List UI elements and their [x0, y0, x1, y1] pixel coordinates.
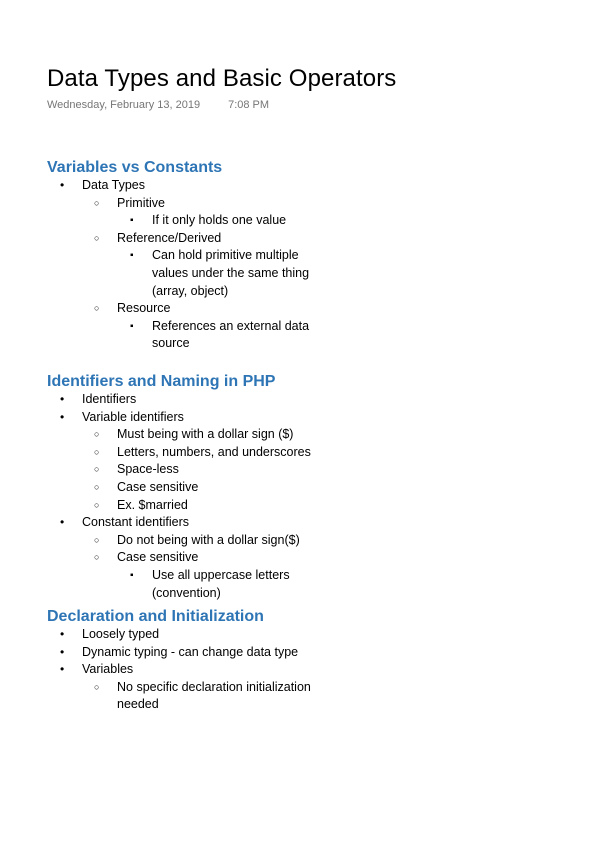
page-date: Wednesday, February 13, 2019	[47, 99, 201, 111]
list-item-label: ○ No specific declaration initialization needed	[117, 679, 311, 712]
sub-sub-list	[117, 247, 367, 300]
list-item	[82, 532, 367, 550]
list-item-label: ○ Case sensitive	[117, 550, 199, 565]
sub-list	[82, 195, 367, 353]
bullet-list	[47, 626, 367, 714]
section-heading: Variables vs Constants	[47, 159, 223, 176]
list-item	[82, 497, 367, 515]
list-item	[47, 391, 367, 409]
section-heading: Identifiers and Naming in PHP	[47, 373, 276, 390]
list-item	[82, 461, 367, 479]
page-time: 7:08 PM	[228, 99, 270, 111]
list-item-label: • Identifiers	[82, 392, 137, 406]
list-item	[117, 247, 367, 300]
sub-sub-list	[117, 212, 367, 230]
list-item-label: ▪ If it only holds one value	[152, 213, 287, 228]
section-variables-vs-constants	[47, 158, 367, 353]
page-timestamp	[47, 98, 269, 112]
list-item	[117, 567, 367, 602]
list-item	[82, 230, 367, 300]
list-item	[47, 409, 367, 515]
list-item-label: • Data Types	[82, 178, 146, 192]
list-item	[47, 514, 367, 602]
list-item	[82, 195, 367, 230]
sub-sub-list	[117, 318, 367, 353]
list-item-label: ○ Resource	[117, 301, 171, 316]
list-item	[82, 444, 367, 462]
list-item-label: ○ Primitive	[117, 195, 165, 210]
section-identifiers-naming	[47, 372, 367, 602]
list-item-label: ▪ Can hold primitive multiple values under the same thing (array, object)	[152, 248, 310, 298]
bullet-list	[47, 391, 367, 602]
list-item-label: ○ Ex. $married	[117, 497, 188, 512]
list-item-label: ○ Must being with a dollar sign ($)	[117, 427, 294, 442]
list-item-label: ○ Case sensitive	[117, 479, 199, 494]
list-item-label: ▪ Use all uppercase letters (convention)	[152, 567, 290, 600]
list-item-label: ○ Reference/Derived	[117, 230, 222, 245]
list-item	[47, 644, 367, 662]
list-item-label: ○ Letters, numbers, and underscores	[117, 444, 311, 459]
list-item-label: • Loosely typed	[82, 627, 160, 641]
list-item-label: • Constant identifiers	[82, 515, 190, 530]
sub-list	[82, 679, 367, 714]
section-declaration-initialization	[47, 607, 367, 714]
section-heading: Declaration and Initialization	[47, 608, 264, 625]
list-item-label: ○ Space-less	[117, 462, 179, 477]
bullet-list	[47, 177, 367, 353]
list-item	[82, 426, 367, 444]
list-item	[47, 177, 367, 353]
list-item	[82, 549, 367, 602]
list-item-label: • Dynamic typing - can change data type	[82, 644, 299, 659]
list-item	[117, 212, 367, 230]
list-item	[47, 661, 367, 714]
list-item-label: ▪ References an external data source	[152, 318, 310, 351]
list-item	[82, 479, 367, 497]
list-item	[117, 318, 367, 353]
list-item	[82, 300, 367, 353]
sub-sub-list	[117, 567, 367, 602]
sub-list	[82, 426, 367, 514]
list-item	[47, 626, 367, 644]
list-item-label: • Variables	[82, 662, 134, 677]
list-item	[82, 679, 367, 714]
page-title: Data Types and Basic Operators	[47, 65, 397, 92]
list-item-label: ○ Do not being with a dollar sign($)	[117, 532, 300, 547]
sub-list	[82, 532, 367, 602]
list-item-label: • Variable identifiers	[82, 409, 184, 424]
